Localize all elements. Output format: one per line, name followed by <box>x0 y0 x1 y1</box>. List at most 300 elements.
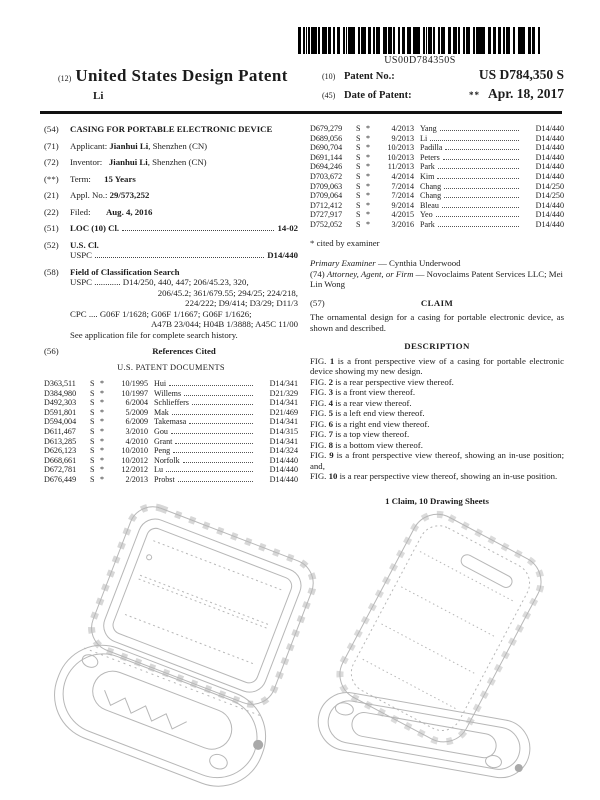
ref-patent-number: D691,144 <box>310 152 343 162</box>
ref-cited-star: * <box>366 152 371 162</box>
fig-text: is a front perspective view thereof, showing an in-use position; and, <box>310 450 565 471</box>
field-us-cl <box>44 240 298 261</box>
ref-kind-code: S <box>90 455 95 465</box>
figure-description-line <box>310 398 564 409</box>
ref-cited-star: * <box>366 162 371 172</box>
ref-classification: D14/440 <box>535 200 564 210</box>
applicant-name: Jianhui Li <box>109 140 149 151</box>
fig-number: 3 <box>328 387 333 398</box>
reference-row <box>44 408 298 418</box>
ref-patent-number: D594,004 <box>44 417 77 427</box>
fig-number: 6 <box>328 418 333 429</box>
ref-classification: D14/440 <box>535 133 564 143</box>
us-cl-label: U.S. Cl. <box>70 239 99 250</box>
ref-inventor-name: Yeo <box>420 210 433 220</box>
ref-classification: D14/440 <box>535 124 564 133</box>
patent-identifiers <box>322 67 564 105</box>
ref-patent-number: D694,246 <box>310 162 343 172</box>
ref-date: 7/2014 <box>391 181 414 191</box>
reference-row <box>44 456 298 466</box>
dotted-leader <box>184 395 253 396</box>
ref-date: 10/1995 <box>121 379 148 388</box>
primary-examiner-line <box>310 258 564 269</box>
reference-row <box>310 134 564 144</box>
ref-patent-number: D626,123 <box>44 446 77 456</box>
fig-text: is a rear perspective view thereof, showing an in-use position. <box>339 471 558 482</box>
inid-74: (74) <box>310 268 325 279</box>
ref-date: 4/2014 <box>391 171 414 181</box>
ref-classification: D14/440 <box>535 152 564 162</box>
ref-kind-code: S <box>356 124 361 133</box>
description-heading-row <box>310 341 564 352</box>
ref-patent-number: D676,449 <box>44 474 77 484</box>
field-filed <box>44 207 298 218</box>
filed-label: Filed: <box>70 206 91 217</box>
ref-inventor-name: Yang <box>420 124 437 133</box>
front-perspective-figure <box>58 506 308 800</box>
ref-patent-number: D384,980 <box>44 388 77 398</box>
ref-kind-code: S <box>90 398 95 408</box>
ref-inventor-name: Takemasa <box>154 417 187 427</box>
reference-row <box>310 220 564 230</box>
fig-number: 10 <box>328 471 338 482</box>
fig-text: is a bottom view thereof. <box>335 439 423 450</box>
reference-row <box>44 427 298 437</box>
ref-classification: D14/341 <box>269 417 298 427</box>
fig-number: 1 <box>329 355 335 366</box>
ref-patent-number: D668,661 <box>44 455 77 465</box>
fig-label: FIG. <box>310 471 327 482</box>
appl-value: 29/573,252 <box>109 190 150 200</box>
ref-classification: D21/329 <box>269 388 298 398</box>
references-table-right <box>310 124 564 230</box>
attorney-name: Novoclaims Patent Services LLC; Mei Lin Wong <box>310 268 563 290</box>
fig-number: 4 <box>328 397 333 408</box>
ref-inventor-name: Willems <box>154 388 182 398</box>
ref-cited-star: * <box>100 407 105 417</box>
ref-classification: D14/250 <box>535 181 564 191</box>
ref-inventor-name: Park <box>420 162 435 172</box>
ref-kind-code: S <box>356 171 361 181</box>
ref-inventor-name: Peters <box>420 152 440 162</box>
ref-date: 6/2004 <box>125 398 148 408</box>
ref-patent-number: D611,467 <box>44 426 76 436</box>
patent-date-row <box>322 86 564 102</box>
ref-inventor-name: Chang <box>420 191 442 201</box>
dotted-leader <box>440 130 519 131</box>
ref-patent-number: D363,511 <box>44 379 76 388</box>
inid-term: (**) <box>44 173 59 184</box>
ref-inventor-name: Grant <box>154 436 173 446</box>
ref-cited-star: * <box>366 124 371 133</box>
ref-inventor-name: Peng <box>154 446 171 456</box>
ref-cited-star: * <box>366 200 371 210</box>
reference-row <box>310 153 564 163</box>
ref-patent-number: D591,801 <box>44 407 77 417</box>
inid-12: (12) <box>58 74 72 83</box>
ref-date: 5/2009 <box>125 407 148 417</box>
claim-heading-row <box>310 298 564 309</box>
patent-number-row <box>322 67 564 83</box>
fig-label: FIG. <box>310 439 327 450</box>
ref-kind-code: S <box>90 465 95 475</box>
ref-kind-code: S <box>356 152 361 162</box>
uspc-search-line: 224/222; D9/414; D3/29; D11/3 <box>185 298 298 308</box>
ref-date: 4/2015 <box>391 210 414 220</box>
dotted-leader <box>444 197 519 198</box>
em-dash: — <box>415 268 425 279</box>
fig-label: FIG. <box>310 450 327 461</box>
reference-row <box>310 191 564 201</box>
patent-number-label: Patent No.: <box>344 71 395 82</box>
ref-classification: D14/315 <box>269 426 298 436</box>
ref-classification: D14/341 <box>269 379 298 388</box>
fig-number: 5 <box>328 408 333 419</box>
fig-label: FIG. <box>310 429 327 440</box>
inid-54: (54) <box>44 124 59 134</box>
ref-cited-star: * <box>100 455 105 465</box>
inventor-surname: Li <box>93 90 104 102</box>
dotted-leader <box>169 385 253 386</box>
inventor-address: , Shenzhen (CN) <box>147 157 207 167</box>
field-applicant <box>44 141 298 152</box>
dotted-leader <box>430 140 519 141</box>
fig-text: is a left end view thereof. <box>335 408 425 419</box>
applicant-label: Applicant: <box>70 140 108 151</box>
ref-inventor-name: Hui <box>154 379 167 388</box>
examiner-label: Primary Examiner <box>310 258 376 269</box>
dotted-leader <box>183 462 253 463</box>
reference-row <box>44 437 298 447</box>
dotted-leader <box>442 207 519 208</box>
fig-number: 9 <box>329 450 334 461</box>
reference-row <box>310 172 564 182</box>
ref-classification: D14/440 <box>269 455 298 465</box>
figure-description-line <box>310 450 564 471</box>
ref-patent-number: D679,279 <box>310 124 343 133</box>
ref-kind-code: S <box>356 143 361 153</box>
fig-number: 8 <box>328 439 333 450</box>
figure-description-line <box>310 440 564 451</box>
figure-descriptions <box>310 356 564 482</box>
ref-classification: D14/341 <box>269 436 298 446</box>
appl-label: Appl. No.: <box>70 190 108 200</box>
field-search-label: Field of Classification Search <box>70 266 180 277</box>
uspc-value: D14/440 <box>267 250 298 260</box>
ref-cited-star: * <box>366 181 371 191</box>
dotted-leader <box>436 216 519 217</box>
ref-inventor-name: Li <box>420 133 428 143</box>
ref-date: 3/2016 <box>391 219 414 229</box>
abstract-column <box>310 124 564 506</box>
drawing-sheet <box>0 495 600 800</box>
filed-value: Aug. 4, 2016 <box>105 206 153 217</box>
barcode <box>298 27 542 54</box>
fig-number: 2 <box>328 376 333 387</box>
reference-row <box>310 162 564 172</box>
inid-21: (21) <box>44 190 59 200</box>
ref-inventor-name: Lu <box>154 465 163 475</box>
reference-row <box>44 417 298 427</box>
ref-classification: D14/440 <box>535 210 564 220</box>
dotted-leader <box>443 159 519 160</box>
patent-date-label: Date of Patent: <box>344 90 412 101</box>
field-of-search <box>44 267 298 341</box>
ref-date: 6/2009 <box>125 417 148 427</box>
inid-58: (58) <box>44 266 59 277</box>
figure-description-line <box>310 471 564 482</box>
ref-cited-star: * <box>366 219 371 229</box>
ref-cited-star: * <box>100 436 105 446</box>
ref-classification: D14/440 <box>535 219 564 229</box>
dotted-leader <box>171 433 253 434</box>
ref-kind-code: S <box>90 407 95 417</box>
dotted-leader <box>438 226 519 227</box>
ref-patent-number: D709,063 <box>310 181 343 191</box>
ref-cited-star: * <box>100 426 105 436</box>
inid-72: (72) <box>44 157 59 167</box>
dotted-leader <box>438 168 519 169</box>
fig-label: FIG. <box>310 355 327 366</box>
ref-patent-number: D703,672 <box>310 171 343 181</box>
fig-text: is a rear view thereof. <box>335 397 412 408</box>
figure-description-line <box>310 387 564 398</box>
dotted-leader <box>437 178 519 179</box>
field-inventor <box>44 157 298 168</box>
ref-classification: D14/250 <box>535 191 564 201</box>
inid-56: (56) <box>44 346 59 356</box>
ref-date: 9/2013 <box>391 133 414 143</box>
inid-57: (57) <box>310 297 325 308</box>
dotted-leader <box>175 443 253 444</box>
ref-patent-number: D672,781 <box>44 465 77 475</box>
attorney-line <box>310 269 564 290</box>
uspc-label: USPC <box>70 250 93 260</box>
dotted-leader <box>95 257 264 258</box>
reference-row <box>44 398 298 408</box>
ref-cited-star: * <box>100 446 105 456</box>
ref-kind-code: S <box>356 210 361 220</box>
ref-date: 9/2014 <box>391 200 414 210</box>
ref-classification: D14/440 <box>535 171 564 181</box>
patent-date: Apr. 18, 2017 <box>487 86 564 101</box>
search-history-note: See application file for complete search history. <box>70 329 238 340</box>
ref-date: 10/1997 <box>121 388 148 398</box>
ref-inventor-name: Bleau <box>420 200 439 210</box>
inid-52: (52) <box>44 239 59 250</box>
dotted-leader <box>192 404 253 405</box>
term-label: Term: <box>70 173 91 184</box>
ref-kind-code: S <box>356 200 361 210</box>
dotted-leader <box>173 452 253 453</box>
ref-inventor-name: Norfolk <box>154 455 180 465</box>
ref-date: 4/2013 <box>391 124 414 133</box>
ref-classification: D14/341 <box>269 398 298 408</box>
ref-kind-code: S <box>356 191 361 201</box>
ref-classification: D14/324 <box>269 446 298 456</box>
ref-kind-code: S <box>356 133 361 143</box>
references-heading: References Cited <box>152 346 216 356</box>
field-term <box>44 174 298 185</box>
dotted-leader <box>444 188 519 189</box>
figure-description-line <box>310 419 564 430</box>
figure-description-line <box>310 356 564 377</box>
dotted-leader <box>122 230 274 231</box>
fig-text: is a top view thereof. <box>335 429 410 440</box>
uspc-search-line: USPC ............ D14/250, 440, 447; 206/45.23, 320, <box>70 277 249 287</box>
ref-patent-number: D492,303 <box>44 398 77 408</box>
barcode-text: US00D784350S <box>384 55 456 66</box>
field-loc <box>44 223 298 234</box>
inventor-label: Inventor: <box>70 157 103 167</box>
rear-perspective-figure <box>298 506 548 796</box>
fig-label: FIG. <box>310 376 327 387</box>
field-title <box>44 124 298 135</box>
reference-row <box>44 379 298 389</box>
reference-row <box>310 143 564 153</box>
ref-cited-star: * <box>100 474 105 484</box>
ref-classification: D14/440 <box>535 162 564 172</box>
ref-date: 10/2013 <box>387 143 414 153</box>
fig-text: is a right end view thereof. <box>335 418 430 429</box>
reference-row <box>310 182 564 192</box>
ref-cited-star: * <box>100 379 105 388</box>
ref-cited-star: * <box>100 398 105 408</box>
ref-date: 2/2013 <box>125 474 148 484</box>
ref-inventor-name: Probst <box>154 474 175 484</box>
dotted-leader <box>172 414 253 415</box>
ref-date: 3/2010 <box>125 426 148 436</box>
ref-classification: D14/440 <box>535 143 564 153</box>
reference-row <box>44 465 298 475</box>
ref-date: 10/2012 <box>121 455 148 465</box>
ref-cited-star: * <box>100 465 105 475</box>
ref-inventor-name: Kim <box>420 171 435 181</box>
document-title: United States Design Patent <box>75 66 288 85</box>
ref-kind-code: S <box>90 436 95 446</box>
ref-kind-code: S <box>90 379 95 388</box>
ref-cited-star: * <box>366 143 371 153</box>
cpc-search-line: A47B 23/044; H04B 1/3888; A45C 11/00 <box>150 319 298 329</box>
ref-date: 11/2013 <box>387 162 414 172</box>
loc-value: 14-02 <box>277 223 298 233</box>
ref-inventor-name: Padilla <box>420 143 443 153</box>
ref-patent-number: D712,412 <box>310 200 343 210</box>
patent-date-value <box>432 86 564 102</box>
ref-cited-star: * <box>100 388 105 398</box>
ref-cited-star: * <box>366 191 371 201</box>
reference-row <box>310 124 564 134</box>
ref-date: 4/2010 <box>125 436 148 446</box>
patent-number-value: US D784,350 S <box>478 67 564 82</box>
invention-title: CASING FOR PORTABLE ELECTRONIC DEVICE <box>70 124 273 134</box>
ref-classification: D14/440 <box>269 474 298 484</box>
ref-kind-code: S <box>90 474 95 484</box>
header-rule <box>40 111 562 114</box>
claim-text: The ornamental design for a casing for portable electronic device, as shown and described. <box>310 312 564 333</box>
fig-text: is a front perspective view of a casing for portable electronic device showing my new design. <box>310 355 565 377</box>
ref-kind-code: S <box>356 162 361 172</box>
us-patent-documents-heading: U.S. PATENT DOCUMENTS <box>117 362 225 372</box>
cited-by-examiner-note: * cited by examiner <box>310 237 380 248</box>
dotted-leader <box>445 149 519 150</box>
ref-kind-code: S <box>90 417 95 427</box>
references-heading-row <box>44 346 298 357</box>
loc-label: LOC (10) Cl. <box>70 223 120 233</box>
document-kind <box>58 66 288 86</box>
ref-cited-star: * <box>366 171 371 181</box>
applicant-address: , Shenzhen (CN) <box>148 140 208 151</box>
ref-date: 12/2012 <box>121 465 148 475</box>
term-value: 15 Years <box>104 173 136 184</box>
ref-classification: D14/440 <box>269 465 298 475</box>
inventor-name: Jianhui Li <box>108 157 148 167</box>
ref-inventor-name: Park <box>420 219 435 229</box>
field-appl-no <box>44 190 298 201</box>
ref-kind-code: S <box>90 446 95 456</box>
description-heading: DESCRIPTION <box>404 341 470 352</box>
inid-10: (10) <box>322 72 336 81</box>
ref-date: 7/2014 <box>391 191 414 201</box>
ref-kind-code: S <box>356 181 361 191</box>
fig-text: is a rear perspective view thereof. <box>335 376 454 387</box>
cpc-search-line: CPC .... G06F 1/1628; G06F 1/1667; G06F 1/1626; <box>70 308 252 319</box>
ref-kind-code: S <box>356 219 361 229</box>
ref-patent-number: D690,704 <box>310 143 343 153</box>
ref-date: 10/2013 <box>387 152 414 162</box>
reference-row <box>44 475 298 485</box>
references-table-left <box>44 379 298 485</box>
fig-label: FIG. <box>310 397 327 408</box>
fig-label: FIG. <box>310 408 327 419</box>
ref-inventor-name: Chang <box>420 181 442 191</box>
reference-row <box>310 210 564 220</box>
figure-description-line <box>310 429 564 440</box>
ref-inventor-name: Gou <box>154 426 168 436</box>
claim-heading: CLAIM <box>420 297 454 308</box>
fig-text: is a front view thereof. <box>335 387 416 398</box>
ref-cited-star: * <box>100 417 105 427</box>
attorney-label: Attorney, Agent, or Firm <box>326 268 414 279</box>
fig-label: FIG. <box>310 387 327 398</box>
examiner-name: Cynthia Underwood <box>388 258 461 269</box>
inid-22: (22) <box>44 206 59 217</box>
dotted-leader <box>166 471 253 472</box>
figure-description-line <box>310 408 564 419</box>
claims-sheets-note: 1 Claim, 10 Drawing Sheets <box>385 495 489 506</box>
fig-number: 7 <box>328 429 333 440</box>
reference-row <box>44 446 298 456</box>
fig-label: FIG. <box>310 418 327 429</box>
ref-patent-number: D752,052 <box>310 219 343 229</box>
ref-kind-code: S <box>90 388 95 398</box>
inid-45: (45) <box>322 91 336 100</box>
ref-cited-star: * <box>366 133 371 143</box>
dotted-leader <box>178 481 253 482</box>
figure-description-line <box>310 377 564 388</box>
inid-51: (51) <box>44 223 59 233</box>
reference-row <box>310 201 564 211</box>
inid-71: (71) <box>44 140 59 151</box>
em-dash: — <box>377 258 387 269</box>
ref-inventor-name: Schlieffers <box>154 398 189 408</box>
ref-patent-number: D689,056 <box>310 133 343 143</box>
ref-patent-number: D727,917 <box>310 210 343 220</box>
ref-inventor-name: Mak <box>154 407 169 417</box>
ref-patent-number: D613,285 <box>44 436 77 446</box>
uspc-search-line: 206/45.2; 361/679.55; 294/25; 224/218, <box>157 287 298 298</box>
dotted-leader <box>189 423 253 424</box>
